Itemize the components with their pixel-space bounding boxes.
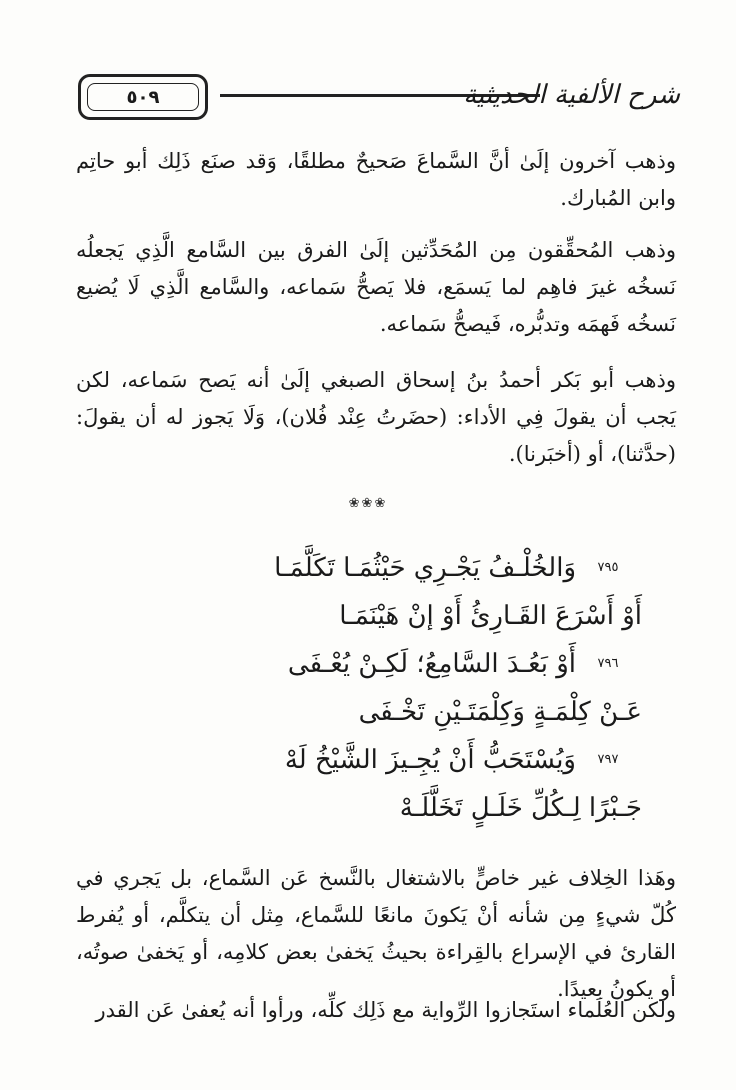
paragraph-3: وذهب أبو بَكر أحمدُ بنُ إسحاق الصبغي إلَىٰ أنه يَصح سَماعه، لكن يَجب أن يقولَ فِي الأداء: (حضَرتُ عِنْد فُلان)، وَلَا يَجوز له أن يقولَ: (حدَّثنا)، أو (أخبَرنا). [76, 368, 676, 466]
book-title: شرح الألفية الحديثية [463, 80, 680, 110]
page-header [70, 66, 680, 126]
verse-hemistich-second: عَـنْ كِلْمَـةٍ وَكِلْمَتَـيْنِ تَخْـفَى [358, 697, 642, 727]
verse-number: ٧٩٦ [597, 656, 619, 671]
page-number: ٥٠٩ [87, 83, 199, 111]
paragraph-4: وهَذا الخِلاف غير خاصٍّ بالاشتغال بالنَّسخ عَن السَّماع، بل يَجري في كُلّ شيءٍ مِن شأنه أنْ يَكونَ مانعًا للسَّماع، مِثل أن يتكلَّم، أو يُفرط القارئ في الإسراع بالقِراءة بحيثُ يَخفىٰ بعض كلامِه، أو يَخفىٰ صوتُه، أو يكونُ بعيدًا. [76, 866, 676, 1001]
verse-hemistich-first: وَيُسْتَحَبُّ أَنْ يُجِـيزَ الشَّيْخُ لَهْ [284, 745, 576, 775]
verse-hemistich-second: أَوْ أَسْرَعَ القَـارِئُ أَوْ إنْ هَيْنَمَـا [339, 601, 642, 631]
paragraph-5: ولكن العُلَماء استَجازوا الرِّواية مع ذَلِك كلِّه، ورأوا أنه يُعفىٰ عَن القدر [95, 998, 676, 1022]
verse-hemistich-second: جَـبْرًا لِـكُلِّ خَلَـلٍ تَخَلَّلَـهْ [399, 793, 642, 823]
verse-hemistich-first: أَوْ بَعُـدَ السَّامِعُ؛ لَكِـنْ يُعْـفَى [287, 649, 576, 679]
verse-number: ٧٩٧ [597, 752, 619, 767]
page-number-frame [78, 74, 208, 120]
section-divider: ❀❀❀ [348, 496, 388, 511]
verse-number: ٧٩٥ [597, 560, 619, 575]
paragraph-1: وذهب آخرون إلَىٰ أنَّ السَّماعَ صَحيحٌ مطلقًا، وَقد صنَع ذَلِك أبو حاتِم وابن المُبارك. [76, 149, 676, 210]
verse-hemistich-first: وَالخُلْـفُ يَجْـرِي حَيْثُمَـا تَكَلَّمَـا [274, 553, 576, 583]
paragraph-2: وذهب المُحقِّقون مِن المُحَدِّثين إلَىٰ الفرق بين السَّامع الَّذِي يَجعلُه نَسخُه غيرَ فاهِم لما يَسمَع، فلا يَصحُّ سَماعه، والسَّامع الَّذِي لَا يُضيع نَسخُه فَهمَه وتدبُّره، فَيصحُّ سَماعه. [76, 238, 676, 336]
